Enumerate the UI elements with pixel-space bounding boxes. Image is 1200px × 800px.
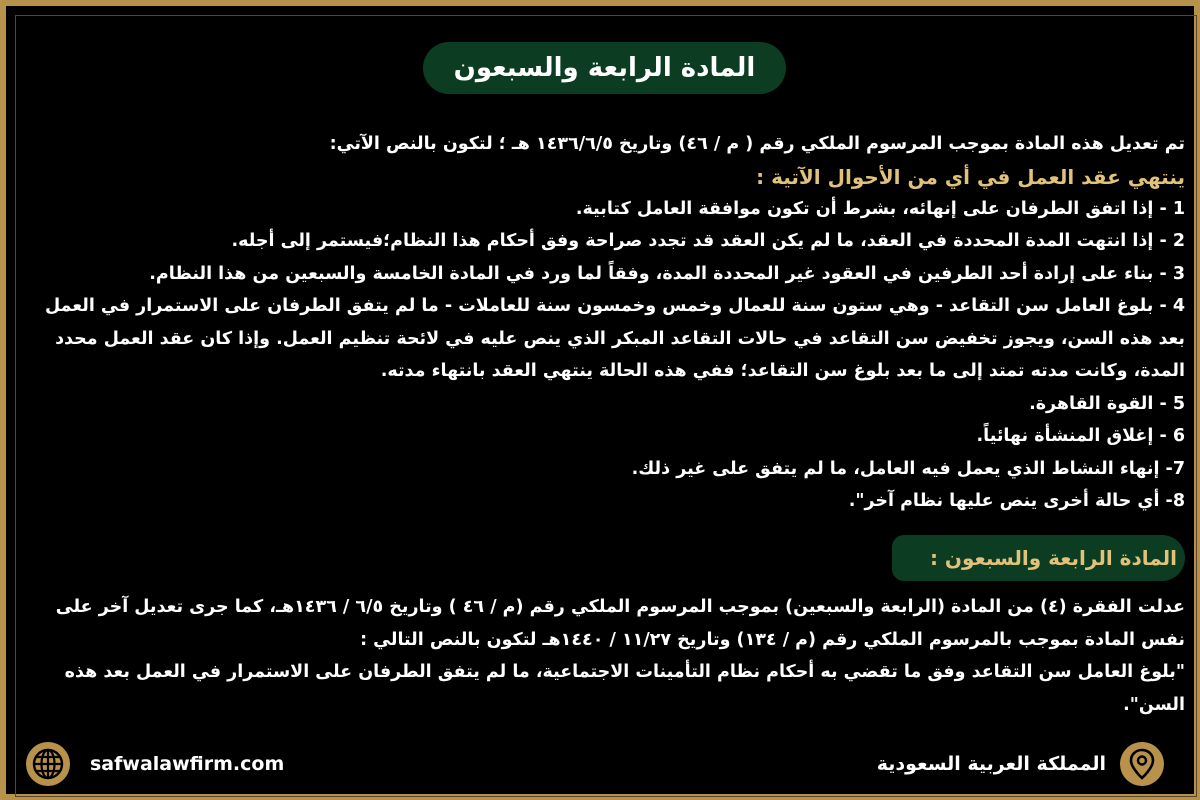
article-heading: ينتهي عقد العمل في أي من الأحوال الآتية : [756,164,1185,189]
amendment-body [30,591,1185,721]
section-subtitle: المادة الرابعة والسبعون : [892,535,1185,581]
article-body [30,128,1185,518]
page-title: المادة الرابعة والسبعون [423,42,786,94]
list-item: 6 - إغلاق المنشأة نهائياً. [976,426,1185,446]
list-item: 7- إنهاء النشاط الذي يعمل فيه العامل، ما لم يتفق على غير ذلك. [631,458,1185,479]
location-pin-icon [1120,742,1164,786]
footer-location [877,741,1164,787]
list-item: 2 - إذا انتهت المدة المحددة في العقد، ما لم يكن العقد قد تجدد صراحة وفق أحكام هذا النظام؛فيستمر إلى أجله. [231,231,1185,251]
country-label: المملكة العربية السعودية [876,753,1106,775]
website-link[interactable]: safwalawfirm.com [90,753,285,775]
amendment-quote: "بلوغ العامل سن التقاعد وفق ما تقضي به أحكام نظام التأمينات الاجتماعية، ما لم يتفق الطرفان على الاستمرار في العمل بعد هذه السن". [64,662,1185,715]
list-item: 8- أي حالة أخرى ينص عليها نظام آخر". [848,491,1185,511]
list-item: 3 - بناء على إرادة أحد الطرفين في العقود غير المحددة المدة، وفقاً لما ورد في المادة الخامسة والسبعين من هذا النظام. [149,263,1185,284]
amendment-paragraph: عدلت الفقرة (٤) من المادة (الرابعة والسبعين) بموجب المرسوم الملكي رقم (م / ٤٦ ) وتاريخ ٦/٥ / ١٤٣٦هـ، كما جرى تعديل آخر على نفس المادة بموجب بالمرسوم الملكي رقم (م / ١٣٤) وتاريخ ١١/٢٧ / ١٤٤٠هـ لتكون بالنص التالي : [55,597,1185,650]
list-item: 4 - بلوغ العامل سن التقاعد - وهي ستون سنة للعمال وخمس وخمسون سنة للعاملات - ما لم يتفق الطرفان على الاستمرار في العمل بعد هذه السن، ويجوز تخفيض سن التقاعد في حالات التقاعد المبكر الذي ينص عليه في لائحة تنظيم العمل. وإذا كان عقد العمل محدد المدة، وكانت مدته تمتد إلى ما بعد بلوغ سن التقاعد؛ ففي هذه الحالة ينتهي العقد بانتهاء مدته. [45,296,1185,381]
globe-icon [26,742,70,786]
footer-website[interactable] [26,741,284,787]
list-item: 5 - القوة القاهرة. [1029,393,1185,414]
article-intro: تم تعديل هذه المادة بموجب المرسوم الملكي رقم ( م / ٤٦) وتاريخ ١٤٣٦/٦/٥ هـ ؛ لتكون بالنص الآتي: [329,134,1185,154]
list-item: 1 - إذا اتفق الطرفان على إنهائه، بشرط أن تكون موافقة العامل كتابية. [575,198,1185,219]
